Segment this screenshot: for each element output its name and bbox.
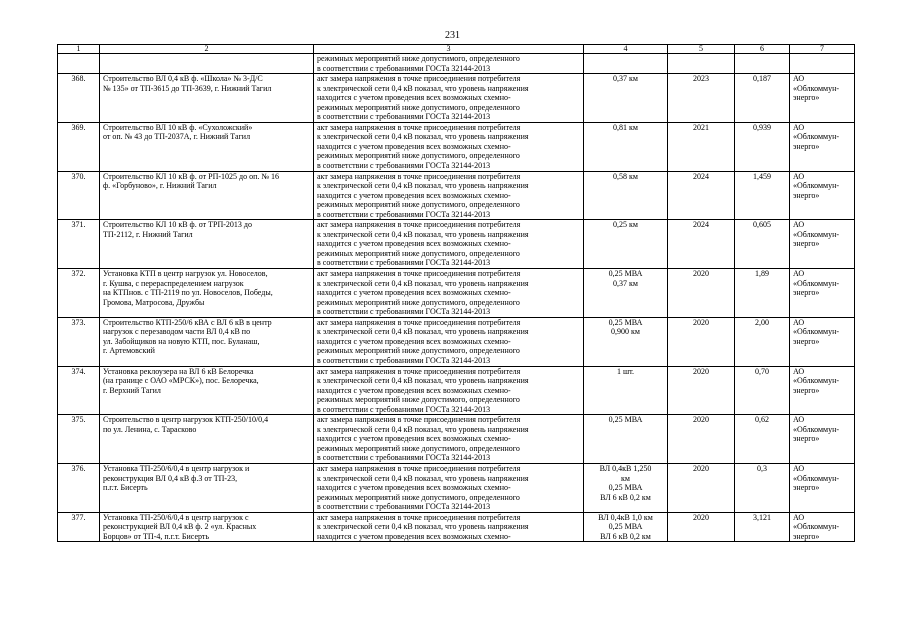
justification: акт замера напряжения в точке присоединения потребителя к электрической сети 0,4 кВ показал, что уровень напряжения находится с учетом проведения всех возможных схемно- режимных мероприятий ниже допустимого, определенного в соответствии с требованиями ГОСТа 32144-2013 <box>314 415 584 464</box>
volume: 0,25 МВА <box>584 415 668 464</box>
organization: АО «Облкоммун- энерго» <box>790 171 855 220</box>
object-name: Установка ТП-250/6/0,4 в центр нагрузок с реконструкцией ВЛ 0,4 кВ ф. 2 «ул. Красных Борцов» от ТП-4, п.г.т. Бисерть <box>100 512 314 542</box>
justification: акт замера напряжения в точке присоединения потребителя к электрической сети 0,4 кВ показал, что уровень напряжения находится с учетом проведения всех возможных схемно- режимных мероприятий ниже допустимого, определенного в соответствии с требованиями ГОСТа 32144-2013 <box>314 269 584 318</box>
column-header: 2 <box>100 45 314 54</box>
object-name: Строительство КЛ 10 кВ ф. от РП-1025 до оп. № 16 ф. «Горбуново», г. Нижний Тагил <box>100 171 314 220</box>
organization: АО «Облкоммун- энерго» <box>790 415 855 464</box>
row-number: 373. <box>58 317 100 366</box>
cost: 1,89 <box>735 269 790 318</box>
organization: АО «Облкоммун- энерго» <box>790 463 855 512</box>
justification: режимных мероприятий ниже допустимого, определенного в соответствии с требованиями ГОСТа 32144-2013 <box>314 54 584 74</box>
organization: АО «Облкоммун- энерго» <box>790 366 855 415</box>
volume: 0,25 МВА 0,37 км <box>584 269 668 318</box>
year: 2020 <box>668 415 735 464</box>
organization: АО «Облкоммун- энерго» <box>790 317 855 366</box>
justification: акт замера напряжения в точке присоединения потребителя к электрической сети 0,4 кВ показал, что уровень напряжения находится с учетом проведения всех возможных схемно- режимных мероприятий ниже допустимого, определенного в соответствии с требованиями ГОСТа 32144-2013 <box>314 74 584 123</box>
volume: 0,81 км <box>584 122 668 171</box>
justification: акт замера напряжения в точке присоединения потребителя к электрической сети 0,4 кВ показал, что уровень напряжения находится с учетом проведения всех возможных схемно- режимных мероприятий ниже допустимого, определенного в соответствии с требованиями ГОСТа 32144-2013 <box>314 366 584 415</box>
row-number: 368. <box>58 74 100 123</box>
table-row <box>58 220 855 269</box>
object-name: Строительство ВЛ 0,4 кВ ф. «Школа» № 3-Д/С № 135» от ТП-3615 до ТП-3639, г. Нижний Тагил <box>100 74 314 123</box>
cost: 0,605 <box>735 220 790 269</box>
cost: 0,62 <box>735 415 790 464</box>
cost: 1,459 <box>735 171 790 220</box>
row-number: 371. <box>58 220 100 269</box>
column-header: 4 <box>584 45 668 54</box>
object-name <box>100 54 314 74</box>
object-name: Строительство ВЛ 10 кВ ф. «Сухоложский» от оп. № 43 до ТП-2037А, г. Нижний Тагил <box>100 122 314 171</box>
organization: АО «Облкоммун- энерго» <box>790 512 855 542</box>
justification: акт замера напряжения в точке присоединения потребителя к электрической сети 0,4 кВ показал, что уровень напряжения находится с учетом проведения всех возможных схемно- режимных мероприятий ниже допустимого, определенного в соответствии с требованиями ГОСТа 32144-2013 <box>314 220 584 269</box>
justification: акт замера напряжения в точке присоединения потребителя к электрической сети 0,4 кВ показал, что уровень напряжения находится с учетом проведения всех возможных схемно- режимных мероприятий ниже допустимого, определенного в соответствии с требованиями ГОСТа 32144-2013 <box>314 463 584 512</box>
volume: 0,37 км <box>584 74 668 123</box>
row-number: 369. <box>58 122 100 171</box>
table-row <box>58 74 855 123</box>
year <box>668 54 735 74</box>
volume: 0,25 МВА 0,900 км <box>584 317 668 366</box>
year: 2020 <box>668 463 735 512</box>
row-number: 374. <box>58 366 100 415</box>
volume: 1 шт. <box>584 366 668 415</box>
cost <box>735 54 790 74</box>
justification: акт замера напряжения в точке присоединения потребителя к электрической сети 0,4 кВ показал, что уровень напряжения находится с учетом проведения всех возможных схемно- режимных мероприятий ниже допустимого, определенного в соответствии с требованиями ГОСТа 32144-2013 <box>314 171 584 220</box>
cost: 2,00 <box>735 317 790 366</box>
organization: АО «Облкоммун- энерго» <box>790 269 855 318</box>
organization <box>790 54 855 74</box>
table-row <box>58 463 855 512</box>
column-header: 3 <box>314 45 584 54</box>
row-number: 375. <box>58 415 100 464</box>
volume <box>584 54 668 74</box>
table-row <box>58 171 855 220</box>
volume: ВЛ 0,4кВ 1,250 км 0,25 МВА ВЛ 6 кВ 0,2 км <box>584 463 668 512</box>
column-header: 6 <box>735 45 790 54</box>
continuation-row <box>58 54 855 74</box>
row-number: 377. <box>58 512 100 542</box>
register-table <box>57 44 855 542</box>
organization: АО «Облкоммун- энерго» <box>790 220 855 269</box>
year: 2023 <box>668 74 735 123</box>
year: 2020 <box>668 269 735 318</box>
object-name: Строительство КЛ 10 кВ ф. от ТРП-2013 до ТП-2112, г. Нижний Тагил <box>100 220 314 269</box>
year: 2024 <box>668 220 735 269</box>
column-number-row <box>58 45 855 54</box>
row-number <box>58 54 100 74</box>
volume: 0,25 км <box>584 220 668 269</box>
table-row <box>58 366 855 415</box>
year: 2020 <box>668 366 735 415</box>
justification: акт замера напряжения в точке присоединения потребителя к электрической сети 0,4 кВ показал, что уровень напряжения находится с учетом проведения всех возможных схемно- <box>314 512 584 542</box>
row-number: 376. <box>58 463 100 512</box>
object-name: Установка ТП-250/6/0,4 в центр нагрузок и реконструкция ВЛ 0,4 кВ ф.3 от ТП-23, п.г.т. Бисерть <box>100 463 314 512</box>
table-row <box>58 415 855 464</box>
cost: 0,187 <box>735 74 790 123</box>
cost: 3,121 <box>735 512 790 542</box>
object-name: Установка реклоузера на ВЛ 6 кВ Белоречка (на границе с ОАО «МРСК»), пос. Белоречка, г. Верхний Тагил <box>100 366 314 415</box>
organization: АО «Облкоммун- энерго» <box>790 74 855 123</box>
year: 2024 <box>668 171 735 220</box>
object-name: Строительство КТП-250/6 кВА с ВЛ 6 кВ в центр нагрузок с перезаводом части ВЛ 0,4 кВ по ул. Забойщиков на новую КТП, пос. Буланаш, г. Артемовский <box>100 317 314 366</box>
cost: 0,70 <box>735 366 790 415</box>
table-row <box>58 317 855 366</box>
row-number: 372. <box>58 269 100 318</box>
object-name: Строительство в центр нагрузок КТП-250/10/0,4 по ул. Ленина, с. Тарасково <box>100 415 314 464</box>
volume: ВЛ 0,4кВ 1,0 км 0,25 МВА ВЛ 6 кВ 0,2 км <box>584 512 668 542</box>
page-number: 231 <box>445 30 460 41</box>
column-header: 7 <box>790 45 855 54</box>
cost: 0,939 <box>735 122 790 171</box>
year: 2021 <box>668 122 735 171</box>
year: 2020 <box>668 317 735 366</box>
cost: 0,3 <box>735 463 790 512</box>
row-number: 370. <box>58 171 100 220</box>
table-row <box>58 269 855 318</box>
table-row <box>58 122 855 171</box>
object-name: Установка КТП в центр нагрузок ул. Новоселов, г. Кушва, с перераспределением нагрузок на КТПнов. с ТП-2119 по ул. Новоселов, Победы, Громова, Матросова, Дружбы <box>100 269 314 318</box>
column-header: 5 <box>668 45 735 54</box>
justification: акт замера напряжения в точке присоединения потребителя к электрической сети 0,4 кВ показал, что уровень напряжения находится с учетом проведения всех возможных схемно- режимных мероприятий ниже допустимого, определенного в соответствии с требованиями ГОСТа 32144-2013 <box>314 122 584 171</box>
column-header: 1 <box>58 45 100 54</box>
justification: акт замера напряжения в точке присоединения потребителя к электрической сети 0,4 кВ показал, что уровень напряжения находится с учетом проведения всех возможных схемно- режимных мероприятий ниже допустимого, определенного в соответствии с требованиями ГОСТа 32144-2013 <box>314 317 584 366</box>
organization: АО «Облкоммун- энерго» <box>790 122 855 171</box>
year: 2020 <box>668 512 735 542</box>
volume: 0,58 км <box>584 171 668 220</box>
table-row <box>58 512 855 542</box>
